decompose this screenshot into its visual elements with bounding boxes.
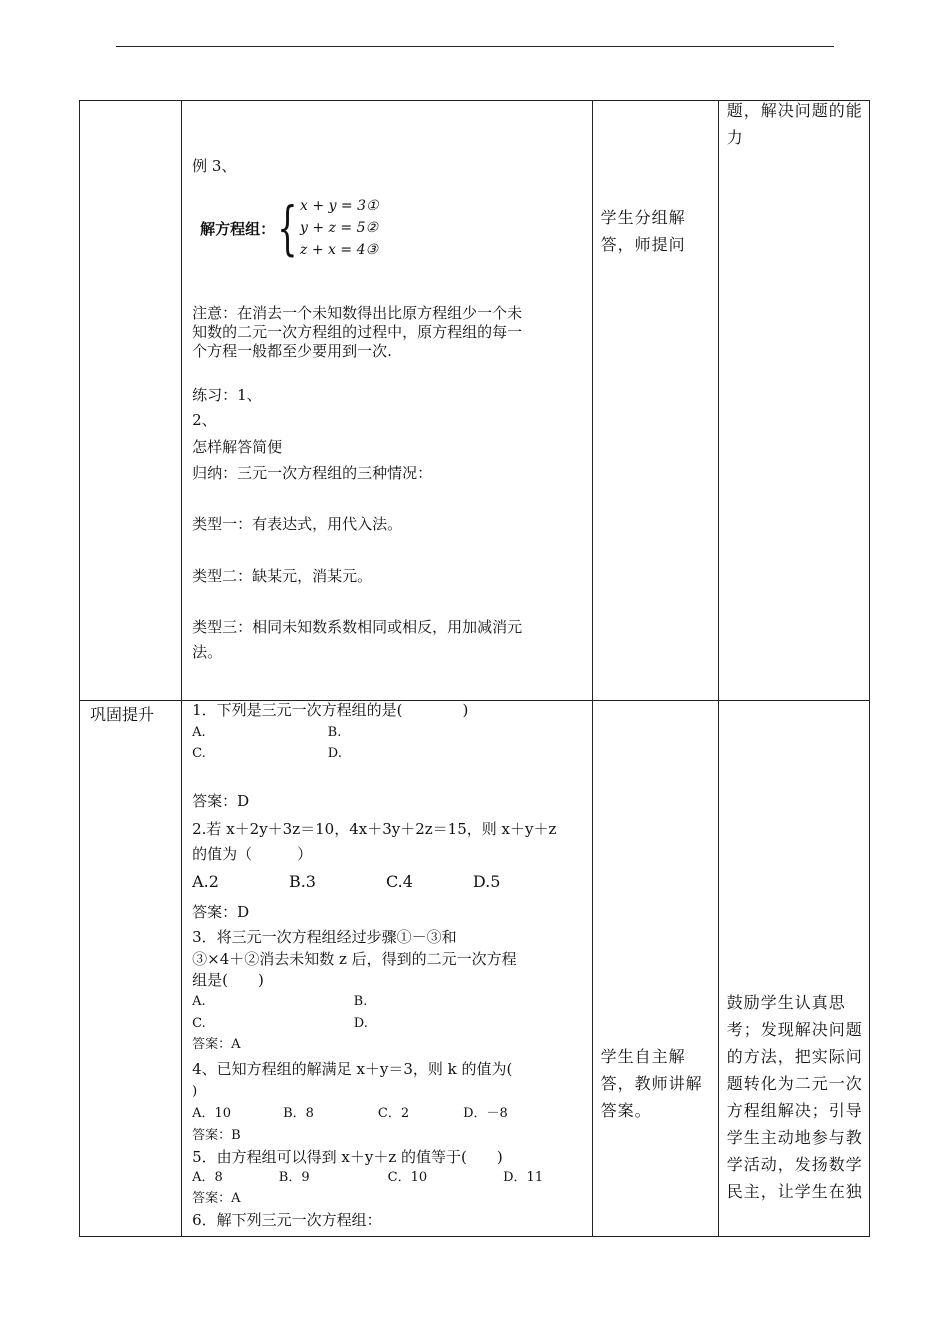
option: B.3 (288, 872, 316, 891)
question-text: ) (192, 1084, 198, 1099)
option-row (192, 1103, 584, 1124)
equation-list (300, 195, 379, 261)
option: A．8 (192, 1170, 223, 1185)
design-intent-cell (718, 701, 869, 1237)
header-rule (116, 46, 834, 47)
question-text: 2.若 x＋2y＋3z＝10，4x＋3y＋2z＝15，则 x＋y＋z (192, 820, 557, 838)
type-text: 法。 (192, 643, 223, 661)
option: D．11 (503, 1170, 544, 1185)
question-text: 组是( ) (192, 971, 264, 989)
brace-icon: { (277, 194, 298, 262)
design-intent: 题，解决问题的能力 (726, 101, 863, 147)
practice-label: 2、 (192, 411, 217, 429)
option: A. (192, 725, 206, 740)
option: A.2 (192, 872, 219, 891)
type-text: 类型三：相同未知数系数相同或相反，用加减消元 (192, 618, 523, 636)
option: D.5 (472, 872, 501, 891)
question-text: ③×4＋②消去未知数 z 后，得到的二元一次方程 (192, 950, 517, 968)
student-activity-cell (592, 101, 718, 701)
type-text: 类型二：缺某元，消某元。 (192, 567, 373, 585)
option: C. (192, 746, 206, 761)
question-text: 3．将三元一次方程组经过步骤①－③和 (192, 928, 457, 946)
equation: z + x = 4③ (300, 242, 379, 258)
table-row (80, 101, 870, 701)
option: D．－8 (463, 1106, 508, 1121)
option-row (192, 991, 584, 1012)
option-row (192, 871, 584, 893)
student-activity: 学生分组解答，师提问 (600, 208, 686, 254)
practice-label: 练习：1、 (192, 386, 262, 404)
answer-text: 答案：A (192, 1037, 241, 1052)
system-label: 解方程组： (200, 219, 276, 238)
answer-text: 答案：D (192, 903, 250, 921)
option: C．2 (377, 1106, 410, 1121)
stage-cell (80, 101, 182, 701)
type-text: 类型一：有表达式，用代入法。 (192, 515, 403, 533)
question-text: 4、已知方程组的解满足 x＋y＝3，则 k 的值为( (192, 1060, 513, 1078)
option: B. (327, 725, 342, 740)
question-text: 的值为（ ） (192, 845, 313, 863)
content-cell (182, 101, 593, 701)
summary-text: 归纳：三元一次方程组的三种情况： (192, 464, 433, 482)
option: A．10 (192, 1106, 232, 1121)
example-title: 例 3、 (192, 157, 237, 175)
answer-text: 答案：A (192, 1191, 241, 1206)
answer-text: 答案：B (192, 1128, 241, 1143)
answer-text: 答案：D (192, 792, 250, 810)
student-activity-cell (592, 701, 718, 1237)
question-text: 5．由方程组可以得到 x＋y＋z 的值等于( ) (192, 1148, 503, 1166)
design-intent: 鼓励学生认真思考；发现解决问题的方法，把实际问题转化为二元一次方程组解决；引导学生主动地参与教学活动，发扬数学民主，让学生在独 (726, 993, 863, 1201)
option-row (192, 1013, 584, 1034)
practice-question: 怎样解答简便 (192, 438, 283, 456)
option: B. (353, 994, 368, 1009)
option: B．9 (278, 1170, 310, 1185)
equation-system (200, 191, 378, 265)
note-text: 个方程一般都至少要用到一次. (192, 342, 392, 360)
stage-cell (80, 701, 182, 1237)
question-text: 6．解下列三元一次方程组： (192, 1211, 382, 1229)
content-cell (182, 701, 593, 1237)
option-row (192, 1167, 584, 1188)
option: C.4 (385, 872, 413, 891)
design-intent-cell (718, 101, 869, 701)
lesson-plan-table (79, 100, 870, 1237)
student-activity: 学生自主解答，教师讲解答案。 (600, 1047, 703, 1120)
option: A. (192, 994, 206, 1009)
option: D. (353, 1016, 368, 1031)
note-text: 知数的二元一次方程组的过程中，原方程组的每一 (192, 323, 523, 341)
option: B．8 (283, 1106, 314, 1121)
question-text: 1．下列是三元一次方程组的是( ) (192, 701, 469, 719)
equation: x + y = 3① (300, 198, 379, 214)
option-row (192, 722, 584, 743)
option: D. (327, 746, 342, 761)
stage-label: 巩固提升 (90, 705, 155, 724)
option: C．10 (387, 1170, 428, 1185)
equation: y + z = 5② (300, 220, 379, 236)
table-row (80, 701, 870, 1237)
option: C. (192, 1016, 206, 1031)
option-row (192, 743, 584, 764)
note-text: 注意：在消去一个未知数得出比原方程组少一个未 (192, 304, 523, 322)
